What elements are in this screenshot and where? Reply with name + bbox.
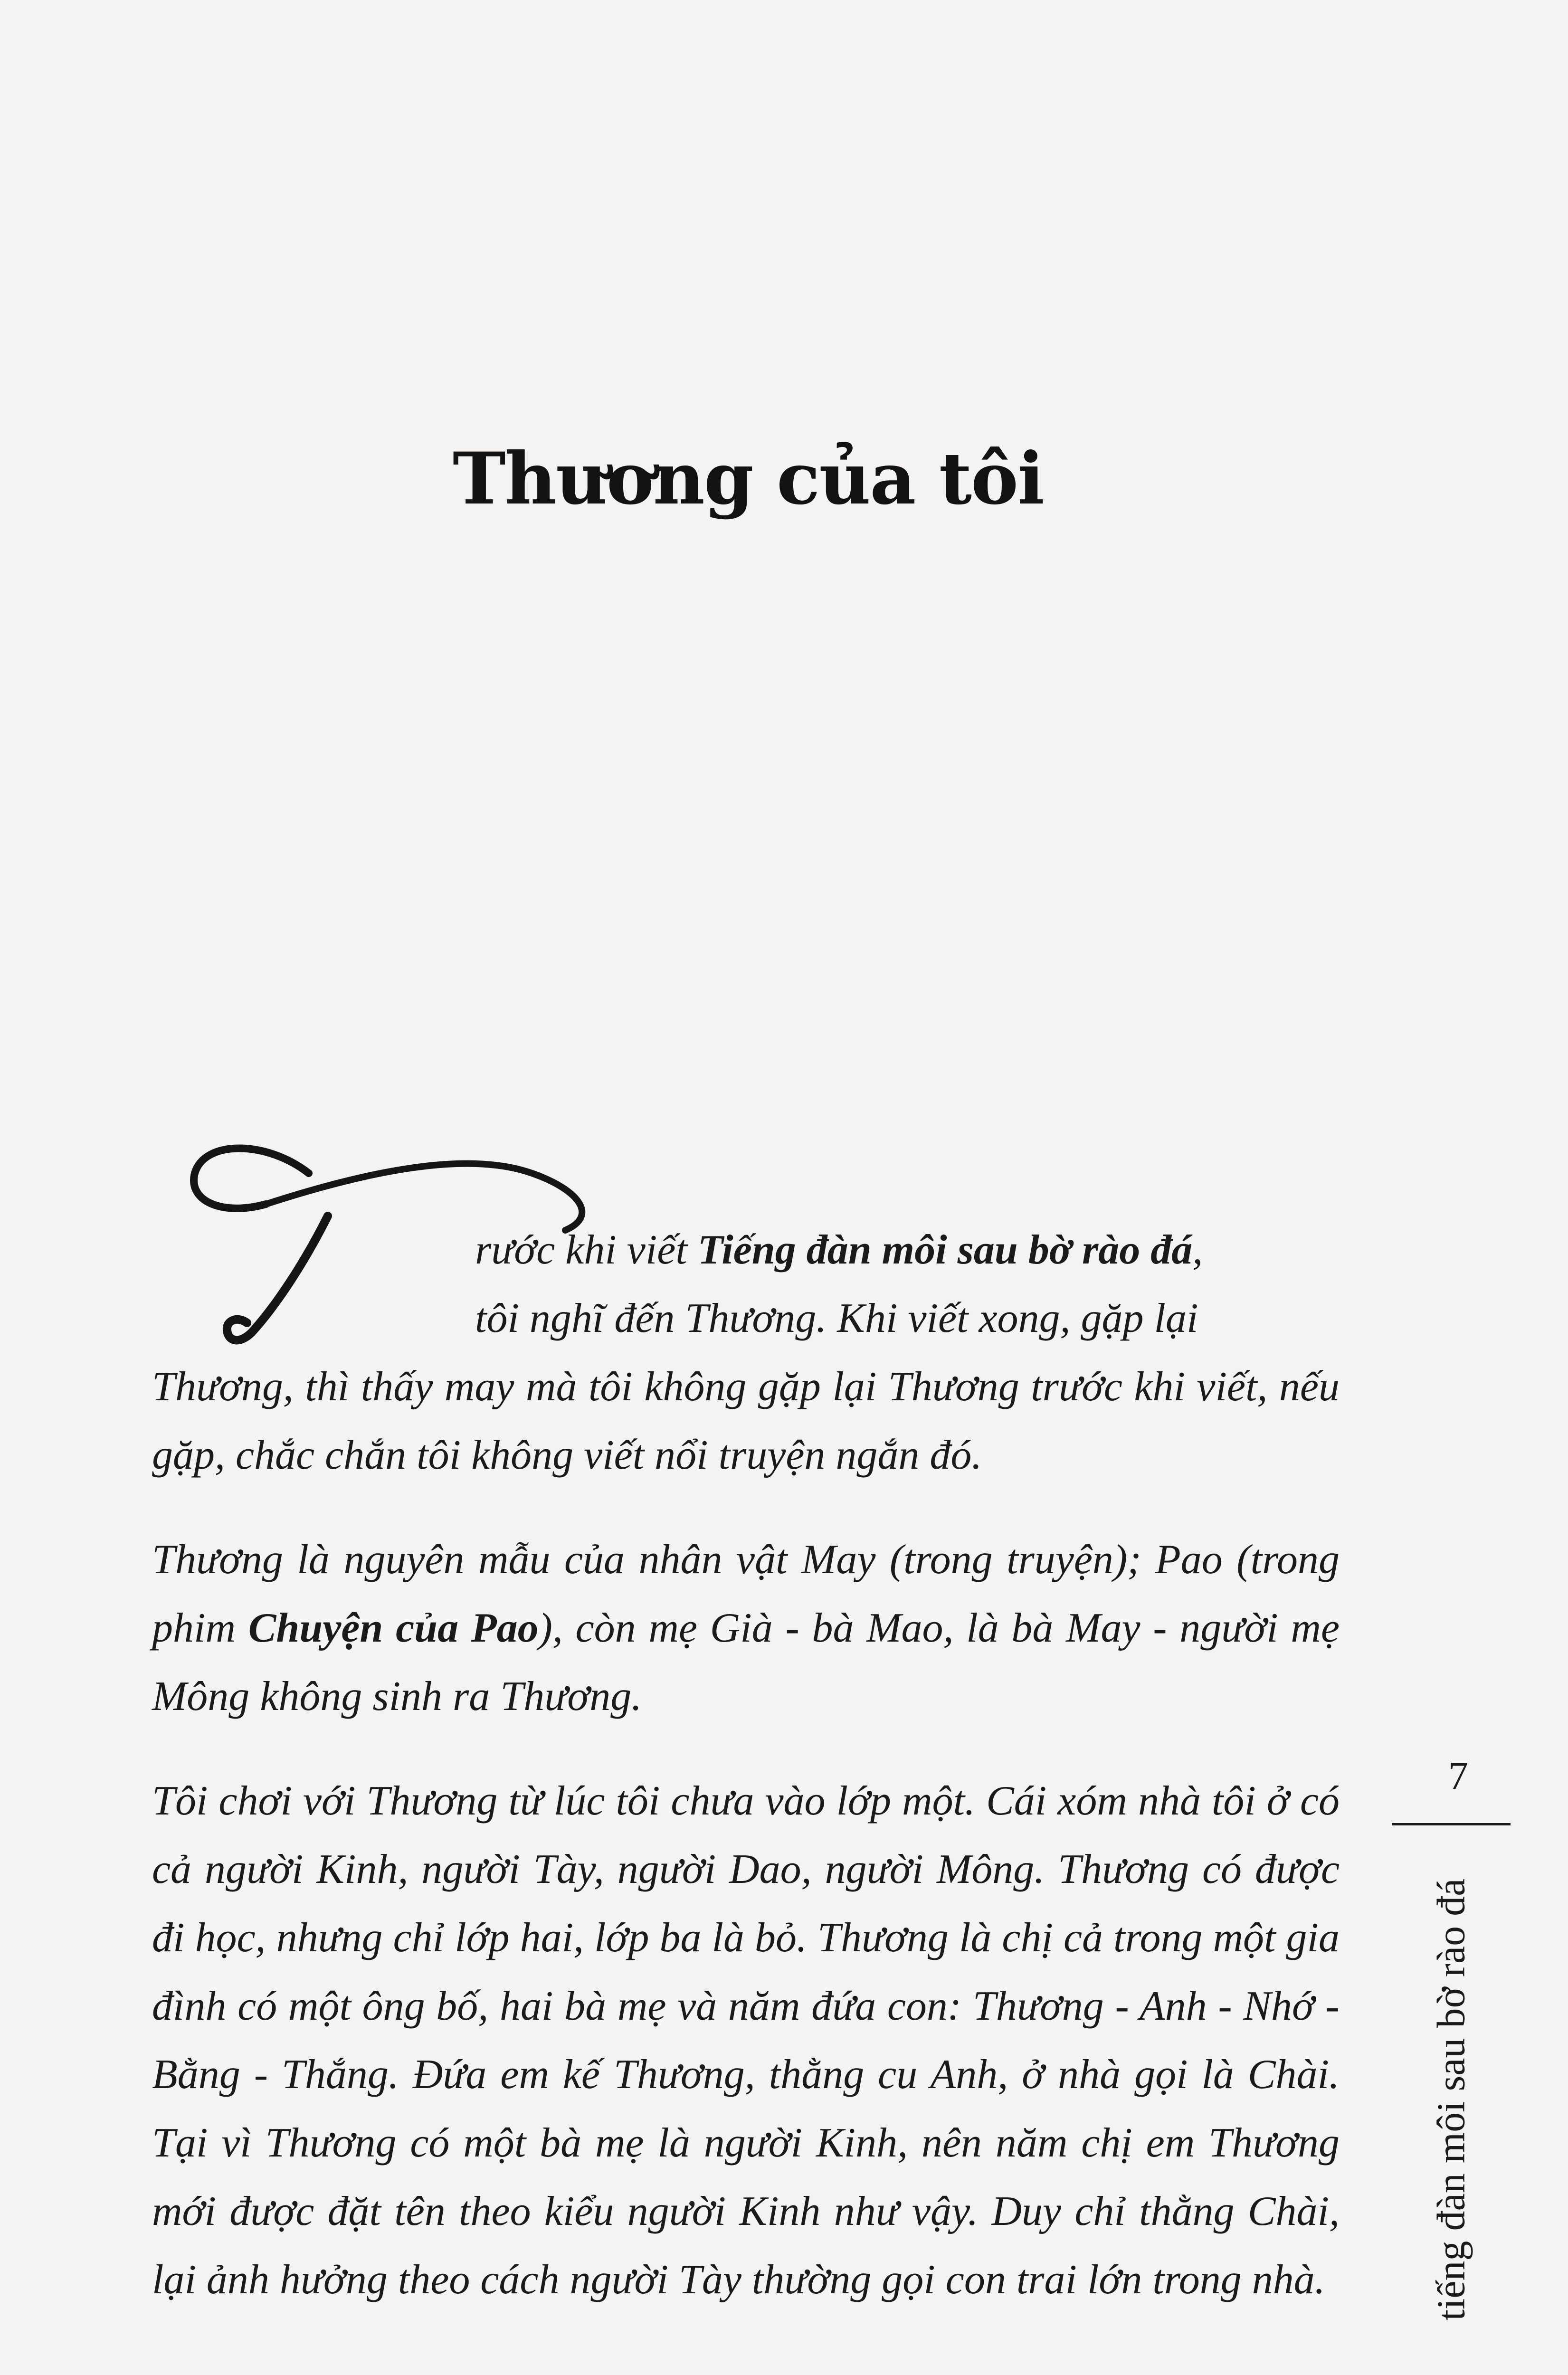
paragraph-2-text-end: ), còn mẹ Già - bà Mao, là bà May - người mẹ Mông không sinh ra Thương. bbox=[152, 1605, 1340, 1720]
paragraph-1 bbox=[152, 1216, 1340, 1490]
paragraph-2 bbox=[152, 1526, 1340, 1731]
paragraph-1-comma: , bbox=[1192, 1227, 1203, 1273]
book-title-bold: Tiếng đàn môi sau bờ rào đá bbox=[697, 1227, 1193, 1273]
margin-rule bbox=[1392, 1823, 1511, 1825]
paragraph-1-line-1 bbox=[152, 1216, 1340, 1284]
page-number: 7 bbox=[1448, 1754, 1468, 1798]
running-title-container bbox=[1420, 1848, 1482, 2351]
film-title-bold: Chuyện của Pao bbox=[248, 1605, 539, 1651]
paragraph-1-line-2: tôi nghĩ đến Thương. Khi viết xong, gặp lại bbox=[475, 1295, 1198, 1341]
body-text bbox=[152, 1216, 1340, 2350]
paragraph-1-text-start: rước khi viết bbox=[475, 1227, 698, 1273]
paragraph-3: Tôi chơi với Thương từ lúc tôi chưa vào lớp một. Cái xóm nhà tôi ở có cả người Kinh, người Tày, người Dao, người Mông. Thương có được đi học, nhưng chỉ lớp hai, lớp ba là bỏ. Thương là chị cả trong một gia đình có một ông bố, hai bà mẹ và năm đứa con: Thương - Anh - Nhớ - Bằng - Thắng. Đứa em kế Thương, thằng cu Anh, ở nhà gọi là Chài. Tại vì Thương có một bà mẹ là người Kinh, nên năm chị em Thương mới được đặt tên theo kiểu người Kinh như vậy. Duy chỉ thằng Chài, lại ảnh hưởng theo cách người Tày thường gọi con trai lớn trong nhà. bbox=[152, 1778, 1340, 2303]
chapter-title: Thương của tôi bbox=[452, 437, 1044, 521]
paragraph-2-text-start: Thương là nguyên mẫu của nhân vật May (trong truyện); Pao (trong phim bbox=[152, 1537, 1340, 1651]
paragraph-1-rest: Thương, thì thấy may mà tôi không gặp lại Thương trước khi viết, nếu gặp, chắc chắn tôi không viết nổi truyện ngắn đó. bbox=[152, 1364, 1340, 1478]
running-title: tiếng đàn môi sau bờ rào đá bbox=[1429, 1878, 1473, 2321]
